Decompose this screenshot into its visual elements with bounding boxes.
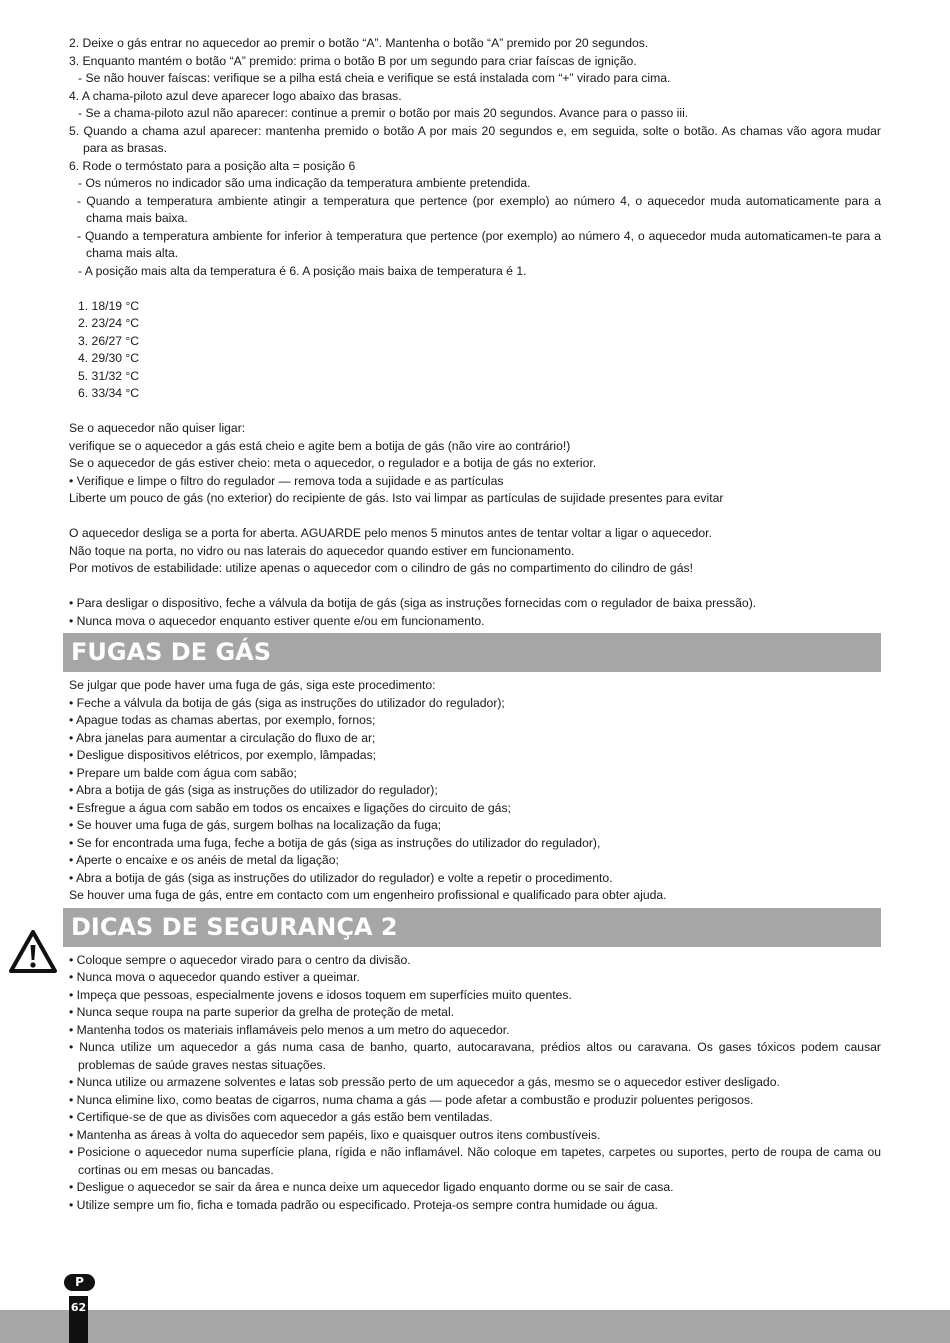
leak-line: • Abra janelas para aumentar a circulação do fluxo de ar; bbox=[69, 730, 376, 745]
door-line: Não toque na porta, no vidro ou nas laterais do aquecedor quando estiver em funcionamento. bbox=[69, 543, 575, 558]
safety-line: • Nunca utilize ou armazene solventes e latas sob pressão perto de um aquecedor a gás, mesmo se o aquecedor estiver desligado. bbox=[69, 1075, 780, 1089]
troubleshoot-line: verifique se o aquecedor a gás está cheio e agite bem a botija de gás (não vire ao contrário!) bbox=[69, 438, 571, 453]
leak-line: • Abra a botija de gás (siga as instruções do utilizador do regulador) e volte a repetir o procedimento. bbox=[69, 870, 613, 885]
door-line: Por motivos de estabilidade: utilize apenas o aquecedor com o cilindro de gás no compartimento do cilindro de gás! bbox=[69, 561, 693, 575]
leak-line: Se houver uma fuga de gás, entre em contacto com um engenheiro profissional e qualificado para obter ajuda. bbox=[69, 888, 667, 902]
temp-item: 6. 33/34 °C bbox=[78, 386, 140, 400]
safety-line: • Mantenha as áreas à volta do aquecedor sem papéis, lixo e quaisquer outros itens combustíveis. bbox=[69, 1127, 601, 1142]
step-2: 2. Deixe o gás entrar no aquecedor ao premir o botão “A”. Mantenha o botão “A” premido por 20 segundos. bbox=[69, 36, 649, 50]
troubleshoot-line: Liberte um pouco de gás (no exterior) do recipiente de gás. Isto vai limpar as partículas de sujidade presentes para evitar bbox=[69, 491, 724, 505]
warning-icon bbox=[8, 929, 58, 975]
step-6: 6. Rode o termóstato para a posição alta = posição 6 bbox=[69, 158, 356, 173]
safety-line: • Nunca mova o aquecedor quando estiver a queimar. bbox=[69, 970, 360, 984]
footer-band bbox=[0, 1310, 950, 1343]
temp-item: 1. 18/19 °C bbox=[78, 298, 140, 313]
language-badge: P bbox=[64, 1274, 95, 1291]
leak-line: • Apague todas as chamas abertas, por exemplo, fornos; bbox=[69, 713, 376, 727]
leak-line: • Feche a válvula da botija de gás (siga as instruções do utilizador do regulador); bbox=[69, 695, 505, 710]
step-6-note: - A posição mais alta da temperatura é 6. A posição mais baixa de temperatura é 1. bbox=[78, 263, 527, 278]
temp-item: 5. 31/32 °C bbox=[78, 368, 140, 383]
temp-item: 2. 23/24 °C bbox=[78, 316, 140, 330]
safety-line: • Desligue o aquecedor se sair da área e nunca deixe um aquecedor ligado enquanto dorme ou se sair de casa. bbox=[69, 1180, 674, 1194]
step-5: 5. Quando a chama azul aparecer: mantenha premido o botão A por mais 20 segundos e, em seguida, solte o botão. As chamas vão agora mudar para as brasas. bbox=[69, 123, 881, 155]
leak-line: • Se for encontrada uma fuga, feche a botija de gás (siga as instruções do utilizador do regulador), bbox=[69, 835, 601, 850]
safety-line: • Utilize sempre um fio, ficha e tomada padrão ou especificado. Proteja-os sempre contra humidade ou água. bbox=[69, 1197, 658, 1212]
step-4-note: - Se a chama-piloto azul não aparecer: continue a premir o botão por mais 20 segundos. Avance para o passo iii. bbox=[78, 106, 689, 120]
leak-line: • Se houver uma fuga de gás, surgem bolhas na localização da fuga; bbox=[69, 818, 442, 832]
off-line: • Nunca mova o aquecedor enquanto estiver quente e/ou em funcionamento. bbox=[69, 613, 485, 628]
safety-line: • Certifique-se de que as divisões com aquecedor a gás estão bem ventiladas. bbox=[69, 1110, 493, 1124]
step-4: 4. A chama-piloto azul deve aparecer logo abaixo das brasas. bbox=[69, 88, 402, 103]
temp-item: 4. 29/30 °C bbox=[78, 351, 140, 365]
leak-line: • Prepare um balde com água com sabão; bbox=[69, 765, 297, 780]
section-heading-safety-tips: DICAS DE SEGURANÇA 2 bbox=[63, 908, 881, 947]
leak-line: • Abra a botija de gás (siga as instruções do utilizador do regulador); bbox=[69, 783, 438, 797]
leak-line: • Desligue dispositivos elétricos, por exemplo, lâmpadas; bbox=[69, 748, 377, 762]
safety-line: • Impeça que pessoas, especialmente jovens e idosos toquem em superfícies muito quentes. bbox=[69, 987, 572, 1002]
step-6-note: - Quando a temperatura ambiente atingir a temperatura que pertence (por exemplo) ao número 4, o aquecedor muda automaticamente para a chama mais baixa. bbox=[77, 193, 881, 225]
step-6-note: - Quando a temperatura ambiente for inferior à temperatura que pertence (por exemplo) ao número 4, o aquecedor muda automaticamen-te para a chama mais alta. bbox=[77, 228, 881, 260]
page-number: 62 bbox=[70, 1301, 87, 1314]
troubleshoot-line: Se o aquecedor de gás estiver cheio: meta o aquecedor, o regulador e a botija de gás no exterior. bbox=[69, 456, 597, 470]
safety-line: • Nunca utilize um aquecedor a gás numa casa de banho, quarto, autocaravana, prédios altos ou caravana. Os gases tóxicos podem causar problemas de saúde graves nestas situações. bbox=[69, 1040, 881, 1072]
door-line: O aquecedor desliga se a porta for aberta. AGUARDE pelo menos 5 minutos antes de tentar voltar a ligar o aquecedor. bbox=[69, 526, 712, 540]
temp-item: 3. 26/27 °C bbox=[78, 333, 140, 348]
safety-line: • Nunca elimine lixo, como beatas de cigarros, numa chama a gás — pode afetar a combustão e produzir poluentes perigosos. bbox=[69, 1092, 754, 1107]
safety-line: • Coloque sempre o aquecedor virado para o centro da divisão. bbox=[69, 952, 411, 967]
safety-line: • Posicione o aquecedor numa superfície plana, rígida e não inflamável. Não coloque em tapetes, carpetes ou suportes, perto de roupa de cama ou cortinas ou em mesas ou bancadas. bbox=[69, 1145, 881, 1177]
step-6-note: - Os números no indicador são uma indicação da temperatura ambiente pretendida. bbox=[78, 176, 531, 190]
troubleshoot-line: Se o aquecedor não quiser ligar: bbox=[69, 421, 246, 435]
leak-line: Se julgar que pode haver uma fuga de gás, siga este procedimento: bbox=[69, 678, 436, 692]
safety-line: • Nunca seque roupa na parte superior da grelha de proteção de metal. bbox=[69, 1005, 455, 1019]
troubleshoot-line: • Verifique e limpe o filtro do regulador — remova toda a sujidade e as partículas bbox=[69, 473, 504, 488]
off-line: • Para desligar o dispositivo, feche a válvula da botija de gás (siga as instruções fornecidas com o regulador de baixa pressão). bbox=[69, 596, 757, 610]
leak-line: • Esfregue a água com sabão em todos os encaixes e ligações do circuito de gás; bbox=[69, 800, 511, 815]
section-heading-gas-leaks: FUGAS DE GÁS bbox=[63, 633, 881, 672]
safety-line: • Mantenha todos os materiais inflamáveis pelo menos a um metro do aquecedor. bbox=[69, 1022, 510, 1037]
page-content bbox=[69, 35, 881, 1214]
leak-line: • Aperte o encaixe e os anéis de metal da ligação; bbox=[69, 853, 339, 867]
step-3: 3. Enquanto mantém o botão “A” premido: prima o botão B por um segundo para criar faíscas de ignição. bbox=[69, 53, 637, 68]
step-3-note: - Se não houver faíscas: verifique se a pilha está cheia e verifique se está instalada com “+” virado para cima. bbox=[78, 71, 671, 85]
